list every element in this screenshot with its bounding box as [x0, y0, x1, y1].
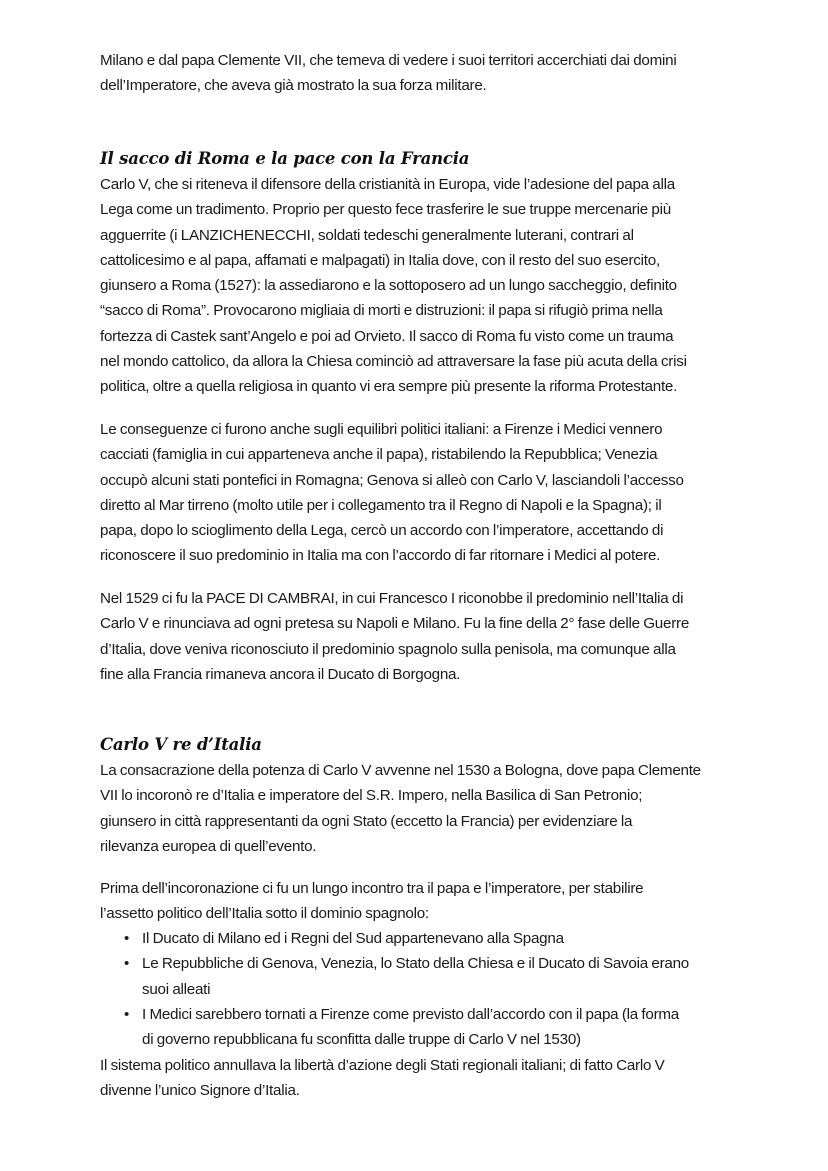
text-line: politica, oltre a quella religiosa in quanto vi era sempre più presente la riforma Protestante.	[100, 378, 678, 396]
text-line: papa, dopo lo scioglimento della Lega, cercò un accordo con l’imperatore, accettando di	[100, 522, 664, 540]
text-line: divenne l’unico Signore d’Italia.	[100, 1082, 300, 1100]
text-line: giunsero in città rappresentanti da ogni Stato (eccetto la Francia) per evidenziare la	[100, 812, 633, 830]
section-heading-sacco-di-roma: Il sacco di Roma e la pace con la Francia	[100, 149, 470, 168]
text-line: cacciati (famiglia in cui apparteneva anche il papa), ristabilendo la Repubblica; Venezia	[100, 446, 658, 464]
text-line: d’Italia, dove veniva riconosciuto il predominio spagnolo sulla penisola, ma comunque alla	[100, 640, 676, 658]
text-line: Nel 1529 ci fu la PACE DI CAMBRAI, in cui Francesco I riconobbe il predominio nell’Italia di	[100, 590, 684, 607]
bullet-icon: •	[124, 930, 130, 947]
bullet-icon: •	[124, 955, 130, 973]
intro-paragraph	[100, 48, 780, 99]
text-line: Il sistema politico annullava la libertà d’azione degli Stati regionali italiani; di fatto Carlo V	[100, 1057, 665, 1074]
text-line: occupò alcuni stati pontefici in Romagna; Genova si alleò con Carlo V, lasciandoli l’accesso	[100, 471, 684, 489]
text-line: Carlo V, che si riteneva il difensore della cristianità in Europa, vide l’adesione del papa alla	[100, 176, 675, 193]
text-line: Le Repubbliche di Genova, Venezia, lo Stato della Chiesa e il Ducato di Savoia erano	[142, 955, 689, 973]
text-line: fortezza di Castek sant’Angelo e poi ad Orvieto. Il sacco di Roma fu visto come un trauma	[100, 327, 674, 345]
text-line: Lega come un tradimento. Proprio per questo fece trasferire le sue truppe mercenarie più	[100, 201, 671, 219]
bullet-icon: •	[124, 1005, 130, 1023]
bullet-list	[100, 926, 780, 1052]
bullet-item	[100, 1002, 780, 1053]
text-line: l’assetto politico dell’Italia sotto il dominio spagnolo:	[100, 905, 429, 923]
text-line: Carlo V e rinunciava ad ogni pretesa su Napoli e Milano. Fu la fine della 2° fase delle Guerre	[100, 615, 690, 633]
text-line: “sacco di Roma”. Provocarono migliaia di morti e distruzioni: il papa si rifugiò prima nella	[100, 302, 663, 320]
section2-closing-paragraph	[100, 1053, 780, 1104]
text-line: Le conseguenze ci furono anche sugli equilibri politici italiani: a Firenze i Medici vennero	[100, 421, 663, 438]
text-line: di governo repubblicana fu sconfitta dalle truppe di Carlo V nel 1530)	[142, 1031, 581, 1049]
text-line: fine alla Francia rimaneva ancora il Ducato di Borgogna.	[100, 665, 461, 683]
text-line: suoi alleati	[142, 980, 211, 998]
text-line: Prima dell’incoronazione ci fu un lungo incontro tra il papa e l’imperatore, per stabilire	[100, 880, 644, 897]
text-line: riconoscere il suo predominio in Italia ma con l’accordo di far ritornare i Medici al potere.	[100, 547, 661, 565]
text-line: nel mondo cattolico, da allora la Chiesa cominciò ad attraversare la fase più acuta della crisi	[100, 353, 687, 371]
text-line: La consacrazione della potenza di Carlo V avvenne nel 1530 a Bologna, dove papa Clemente	[100, 762, 701, 779]
section1-paragraph-2	[100, 417, 780, 569]
section2-paragraph-2	[100, 876, 780, 927]
bullet-item	[100, 926, 780, 951]
text-line: I Medici sarebbero tornati a Firenze come previsto dall’accordo con il papa (la forma	[142, 1005, 679, 1023]
bullet-item	[100, 951, 780, 1002]
text-line: dell’Imperatore, che aveva già mostrato la sua forza militare.	[100, 77, 487, 95]
section1-paragraph-1	[100, 172, 780, 400]
section-heading-carlo-v-re-italia: Carlo V re d’Italia	[100, 735, 262, 754]
text-line: cattolicesimo e al papa, affamati e malpagati) in Italia dove, con il resto del suo esercito,	[100, 251, 660, 269]
text-line: diretto al Mar tirreno (molto utile per i collegamento tra il Regno di Napoli e la Spagna); il	[100, 496, 662, 514]
section1-paragraph-3	[100, 586, 780, 687]
text-line: VII lo incoronò re d’Italia e imperatore del S.R. Impero, nella Basilica di San Petronio;	[100, 787, 643, 805]
text-line: rilevanza europea di quell’evento.	[100, 837, 317, 855]
text-line: agguerrite (i LANZICHENECCHI, soldati tedeschi generalmente luterani, contrari al	[100, 226, 634, 244]
text-line: giunsero a Roma (1527): la assediarono e la sottoposero ad un lungo saccheggio, definito	[100, 277, 677, 295]
section2-paragraph-1	[100, 758, 780, 859]
text-line: Il Ducato di Milano ed i Regni del Sud appartenevano alla Spagna	[142, 930, 564, 947]
text-line: Milano e dal papa Clemente VII, che temeva di vedere i suoi territori accerchiati dai domini	[100, 52, 677, 69]
